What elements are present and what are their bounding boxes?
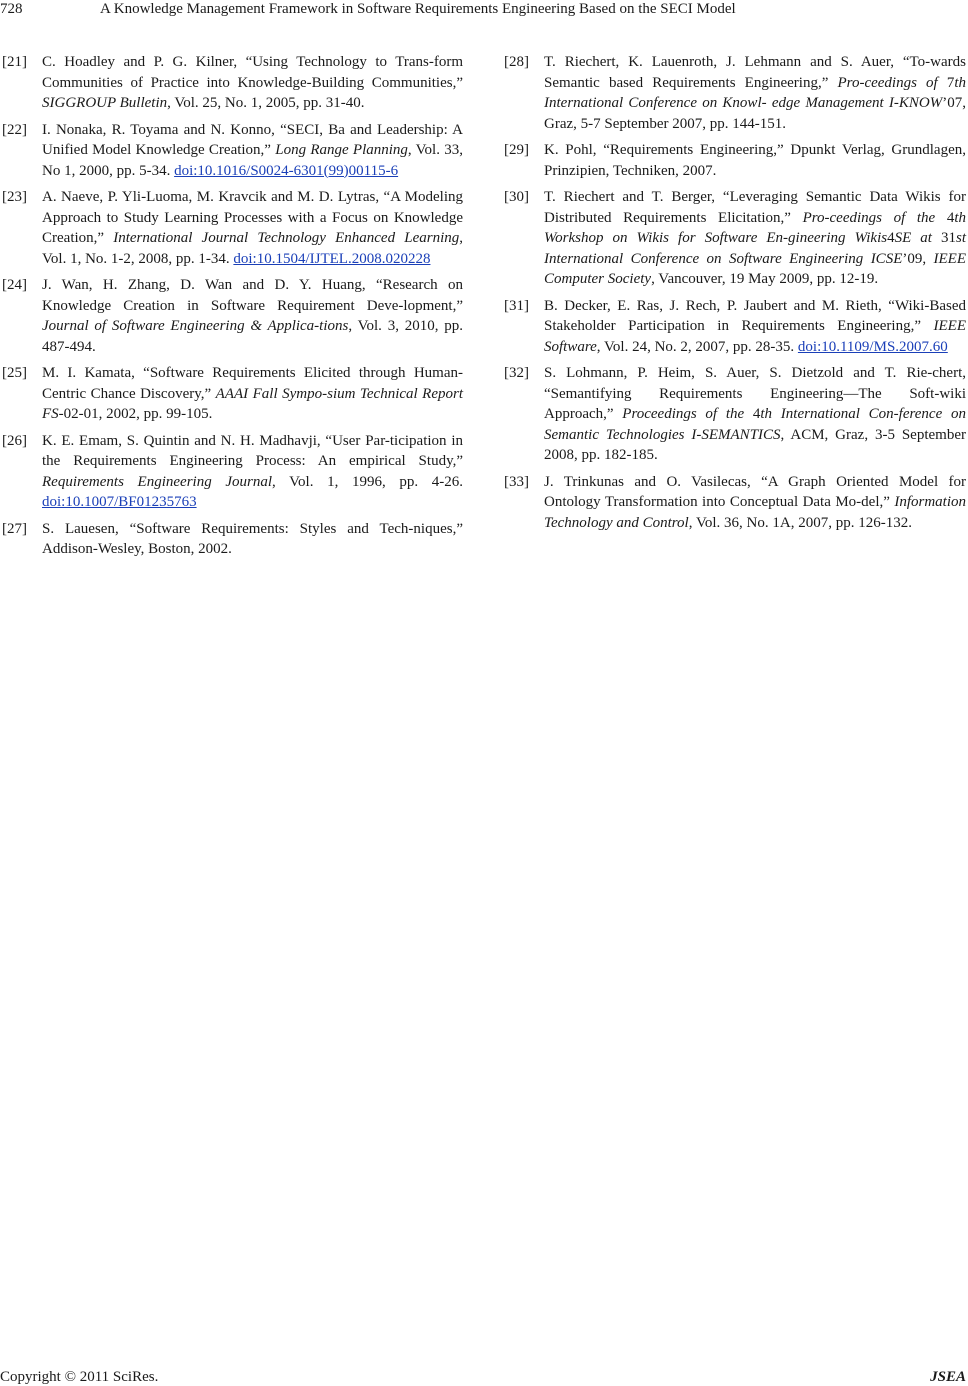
reference-italic-text: Journal of Software Engineering & Applica-tions	[42, 318, 349, 334]
reference-text	[42, 519, 463, 560]
doi-link[interactable]: doi:10.1504/IJTEL.2008.020228	[233, 250, 431, 267]
reference-number: [24]	[2, 277, 27, 293]
reference-plain-text: T. Riechert and T. Berger, “Leveraging Semantic Data Wikis for Distributed Requirements Elicitation,”	[544, 189, 966, 226]
reference-plain-text: , Vol. 3, 2010, pp. 487-494.	[42, 318, 464, 355]
reference-italic-text: International Journal Technology Enhanced Learning	[113, 230, 460, 246]
reference-number: [28]	[504, 54, 529, 70]
running-header	[0, 0, 968, 22]
header-title: A Knowledge Management Framework in Software Requirements Engineering Based on the SECI Model	[100, 1, 736, 17]
reference-text	[544, 472, 966, 534]
reference-entry	[504, 187, 966, 290]
reference-plain-text: 4	[887, 230, 895, 246]
reference-number: [31]	[504, 297, 529, 314]
reference-plain-text: B. Decker, E. Ras, J. Rech, P. Jaubert and M. Rieth, “Wiki-Based Stakeholder Participation in Requirements Engineering,”	[544, 297, 966, 334]
reference-italic-text: Pro-ceedings of	[837, 74, 947, 91]
reference-plain-text: , Vol. 1, 1996, pp. 4-26.	[272, 473, 463, 490]
reference-italic-text: Proceedings of the	[622, 406, 753, 422]
reference-number: [21]	[2, 54, 27, 70]
reference-plain-text: A. Naeve, P. Yli-Luoma, M. Kravcik and M. D. Lytras, “A Modeling Approach to Study Learning Processes with a Focus on Knowledge Creation,”	[42, 189, 463, 246]
reference-italic-text: SIGGROUP Bulletin	[42, 95, 168, 111]
reference-number: [32]	[504, 365, 529, 381]
references-column-right	[504, 52, 966, 539]
reference-entry	[2, 363, 463, 425]
reference-number: [23]	[2, 189, 27, 205]
reference-plain-text: I. Nonaka, R. Toyama and N. Konno, “SECI, Ba and Leadership: A Unified Model Knowledge Creation,”	[42, 121, 463, 158]
reference-entry	[504, 52, 966, 134]
reference-plain-text: -02-01, 2002, pp. 99-105.	[58, 406, 213, 422]
reference-plain-text: ’07, Graz, 5-7 September 2007, pp. 144-151.	[544, 95, 966, 132]
reference-text	[544, 363, 966, 466]
reference-plain-text: 4	[946, 209, 955, 226]
reference-text	[544, 52, 966, 134]
reference-plain-text: M. I. Kamata, “Software Requirements Elicited through Human-Centric Chance Discovery,”	[42, 365, 463, 402]
reference-text	[42, 120, 463, 182]
doi-link[interactable]: doi:10.1007/BF01235763	[42, 494, 197, 510]
reference-italic-text: AAAI Fall Sympo-sium Technical Report FS	[42, 385, 464, 422]
reference-plain-text: S. Lohmann, P. Heim, S. Auer, S. Dietzold and T. Rie-chert, “Semantifying Requirements Engineering—The Soft-wiki Approach,”	[544, 365, 966, 422]
reference-plain-text: J. Wan, H. Zhang, D. Wan and D. Y. Huang, “Research on Knowledge Creation in Software Requirement Deve-lopment,”	[42, 277, 463, 314]
reference-italic-text: Long Range Planning	[275, 142, 408, 158]
reference-plain-text: , Vol. 33, No 1, 2000, pp. 5-34.	[42, 142, 463, 179]
reference-entry	[2, 275, 463, 357]
reference-italic-text: th Workshop on Wikis for Software En-gineering Wikis	[544, 209, 966, 246]
reference-italic-text: st International Conference on Software Engineering ICSE	[544, 230, 966, 267]
reference-text	[544, 140, 966, 181]
reference-entry	[2, 52, 463, 114]
reference-italic-text: SE at	[894, 230, 941, 246]
reference-number: [22]	[2, 121, 27, 138]
reference-plain-text: K. E. Emam, S. Quintin and N. H. Madhavji, “User Par-ticipation in the Requirements Engineering Process: An empirical Study,”	[42, 432, 463, 469]
doi-link[interactable]: doi:10.1109/MS.2007.60	[797, 338, 948, 355]
reference-plain-text: K. Pohl, “Requirements Engineering,” Dpunkt Verlag, Grundlagen, Prinzipien, Techniken, 2007.	[544, 142, 966, 179]
reference-plain-text: 4	[752, 406, 761, 422]
reference-text	[42, 275, 463, 357]
reference-plain-text: , Vol. 36, No. 1A, 2007, pp. 126-132.	[688, 514, 912, 531]
reference-number: [30]	[504, 189, 529, 205]
reference-number: [27]	[2, 520, 27, 537]
reference-italic-text: Pro-ceedings of the	[802, 209, 947, 226]
page-footer	[0, 1368, 966, 1386]
reference-text	[544, 296, 966, 358]
reference-plain-text: , Vol. 24, No. 2, 2007, pp. 28-35.	[596, 338, 798, 355]
reference-plain-text: , Vol. 25, No. 1, 2005, pp. 31-40.	[167, 95, 365, 111]
reference-entry	[504, 363, 966, 466]
reference-text	[42, 363, 463, 425]
reference-plain-text: C. Hoadley and P. G. Kilner, “Using Technology to Trans-form Communities of Practice into Knowledge-Building Communities,”	[42, 54, 463, 91]
reference-plain-text: , Vol. 1, No. 1-2, 2008, pp. 1-34.	[42, 230, 463, 267]
reference-italic-text: th International Conference on Knowl- edge Management I-KNOW	[544, 74, 967, 111]
reference-plain-text: J. Trinkunas and O. Vasilecas, “A Graph Oriented Model for Ontology Transformation into Conceptual Data Mo-del,”	[544, 473, 966, 510]
journal-abbreviation: JSEA	[930, 1369, 966, 1385]
reference-number: [26]	[2, 432, 27, 449]
reference-plain-text: T. Riechert, K. Lauenroth, J. Lehmann and S. Auer, “To-wards Semantic based Requirements Engineering,”	[544, 54, 966, 91]
doi-link[interactable]: doi:10.1016/S0024-6301(99)00115-6	[174, 162, 399, 179]
reference-plain-text: 7	[946, 74, 955, 91]
reference-plain-text: S. Lauesen, “Software Requirements: Styles and Tech-niques,” Addison-Wesley, Boston, 2002.	[42, 520, 463, 557]
reference-entry	[2, 431, 463, 513]
reference-italic-text: th International Con-ference on Semantic Technologies I-SEMANTICS	[544, 406, 966, 443]
reference-italic-text: IEEE Computer Society	[544, 250, 966, 287]
reference-entry	[504, 296, 966, 358]
reference-italic-text: IEEE Software	[544, 318, 966, 355]
reference-italic-text: Requirements Engineering Journal	[42, 473, 273, 490]
reference-entry	[504, 472, 966, 534]
reference-text	[544, 187, 966, 290]
page-number: 728	[0, 1, 23, 17]
reference-number: [29]	[504, 142, 529, 158]
references-column-left	[2, 52, 463, 566]
reference-plain-text: 31	[940, 230, 956, 246]
reference-entry	[2, 120, 463, 182]
reference-italic-text: Information Technology and Control	[544, 494, 966, 531]
reference-number: [33]	[504, 473, 529, 490]
copyright-notice: Copyright © 2011 SciRes.	[0, 1369, 159, 1385]
reference-text	[42, 431, 463, 513]
reference-number: [25]	[2, 365, 27, 381]
reference-text	[42, 187, 463, 269]
reference-entry	[2, 519, 463, 560]
reference-text	[42, 52, 463, 114]
reference-plain-text: , ACM, Graz, 3-5 September 2008, pp. 182-185.	[544, 426, 966, 463]
reference-entry	[504, 140, 966, 181]
reference-entry	[2, 187, 463, 269]
reference-plain-text: , Vancouver, 19 May 2009, pp. 12-19.	[651, 271, 879, 287]
reference-plain-text: ’09,	[902, 250, 934, 267]
